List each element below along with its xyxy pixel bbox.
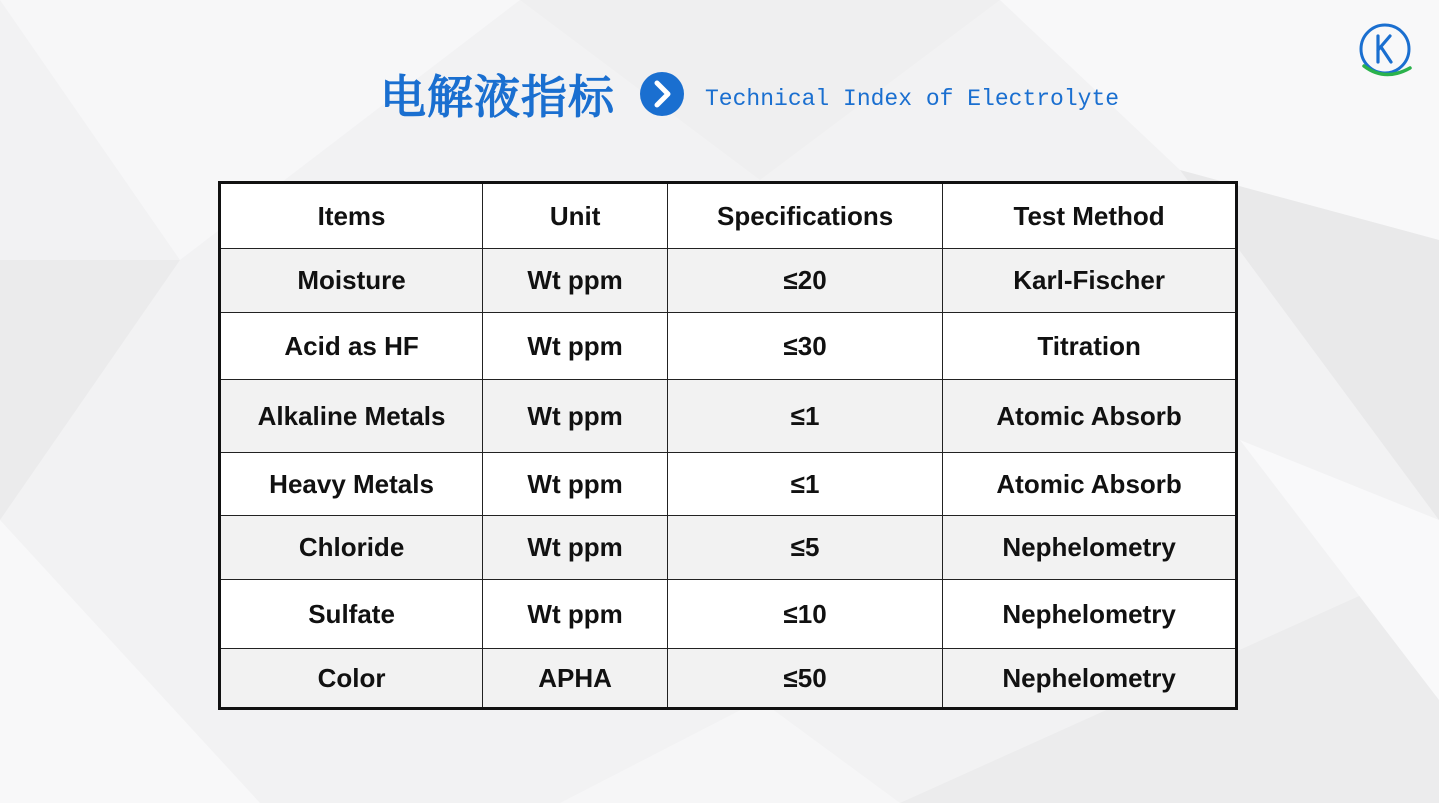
cell-test-method: Nephelometry bbox=[943, 516, 1237, 580]
cell-test-method: Atomic Absorb bbox=[943, 380, 1237, 453]
cell-specification: ≤30 bbox=[668, 313, 943, 380]
electrolyte-spec-table bbox=[218, 181, 1238, 710]
table-row bbox=[220, 380, 1237, 453]
cell-unit: Wt ppm bbox=[483, 453, 668, 516]
cell-specification: ≤20 bbox=[668, 249, 943, 313]
cell-unit: APHA bbox=[483, 649, 668, 709]
table-row bbox=[220, 516, 1237, 580]
table-header-row bbox=[220, 183, 1237, 249]
page-heading bbox=[380, 62, 1119, 126]
cell-unit: Wt ppm bbox=[483, 516, 668, 580]
cell-item: Chloride bbox=[220, 516, 483, 580]
cell-item: Heavy Metals bbox=[220, 453, 483, 516]
table-row bbox=[220, 313, 1237, 380]
column-header-test-method: Test Method bbox=[943, 183, 1237, 249]
column-header-items: Items bbox=[220, 183, 483, 249]
table-row bbox=[220, 453, 1237, 516]
cell-item: Sulfate bbox=[220, 580, 483, 649]
cell-test-method: Nephelometry bbox=[943, 649, 1237, 709]
cell-item: Color bbox=[220, 649, 483, 709]
cell-specification: ≤5 bbox=[668, 516, 943, 580]
cell-unit: Wt ppm bbox=[483, 580, 668, 649]
table-row bbox=[220, 580, 1237, 649]
cell-test-method: Karl-Fischer bbox=[943, 249, 1237, 313]
cell-specification: ≤1 bbox=[668, 380, 943, 453]
table-row bbox=[220, 649, 1237, 709]
cell-unit: Wt ppm bbox=[483, 249, 668, 313]
chevron-right-circle-icon bbox=[639, 71, 685, 117]
cell-unit: Wt ppm bbox=[483, 380, 668, 453]
cell-test-method: Atomic Absorb bbox=[943, 453, 1237, 516]
cell-unit: Wt ppm bbox=[483, 313, 668, 380]
table-row bbox=[220, 249, 1237, 313]
column-header-unit: Unit bbox=[483, 183, 668, 249]
cell-test-method: Titration bbox=[943, 313, 1237, 380]
cell-specification: ≤50 bbox=[668, 649, 943, 709]
cell-test-method: Nephelometry bbox=[943, 580, 1237, 649]
cell-item: Moisture bbox=[220, 249, 483, 313]
company-logo bbox=[1356, 22, 1414, 80]
page-title-chinese: 电解液指标 bbox=[380, 70, 615, 124]
cell-specification: ≤1 bbox=[668, 453, 943, 516]
column-header-specifications: Specifications bbox=[668, 183, 943, 249]
cell-item: Acid as HF bbox=[220, 313, 483, 380]
cell-specification: ≤10 bbox=[668, 580, 943, 649]
page-title-english: Technical Index of Electrolyte bbox=[705, 86, 1120, 112]
cell-item: Alkaline Metals bbox=[220, 380, 483, 453]
